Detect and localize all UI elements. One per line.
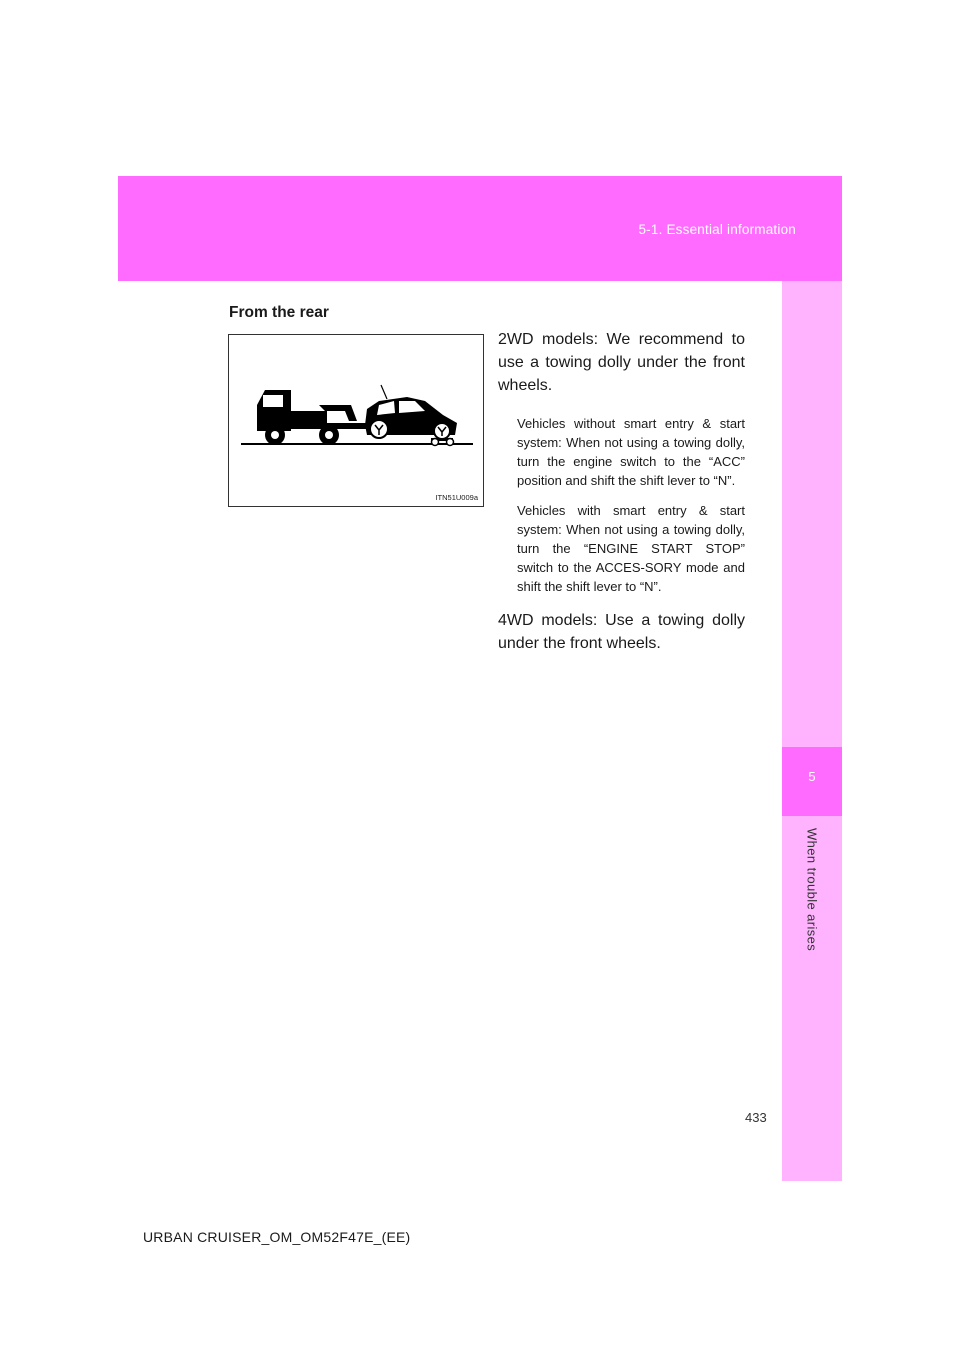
- header-band: [118, 176, 842, 281]
- chapter-side-tab: [782, 281, 842, 1181]
- chapter-label: When trouble arises: [804, 828, 820, 952]
- footer-doc-code: URBAN CRUISER_OM_OM52F47E_(EE): [143, 1229, 411, 1245]
- subheading: From the rear: [229, 304, 329, 321]
- chapter-number-box: [782, 747, 842, 816]
- towing-figure: [228, 334, 484, 507]
- chapter-number: 5: [808, 769, 816, 784]
- figure-code: ITN51U009a: [435, 493, 478, 502]
- page-number: 433: [745, 1110, 767, 1125]
- paragraph-2wd: 2WD models: We recommend to use a towing dolly under the front wheels.: [498, 331, 745, 394]
- paragraph-4wd: 4WD models: Use a towing dolly under the front wheels.: [498, 612, 745, 652]
- note-without-smart-entry: Vehicles without smart entry & start system: When not using a towing dolly, turn the engine switch to the “ACC” position and shift the shift lever to “N”.: [517, 416, 745, 488]
- section-title: 5-1. Essential information: [638, 222, 796, 237]
- note-with-smart-entry: Vehicles with smart entry & start system: When not using a towing dolly, turn the “ENGINE START STOP” switch to the ACCES-SORY mode and shift the shift lever to “N”.: [517, 503, 745, 594]
- tow-truck-rear-towing-illustration-icon: [229, 335, 483, 506]
- body-text: [498, 328, 745, 672]
